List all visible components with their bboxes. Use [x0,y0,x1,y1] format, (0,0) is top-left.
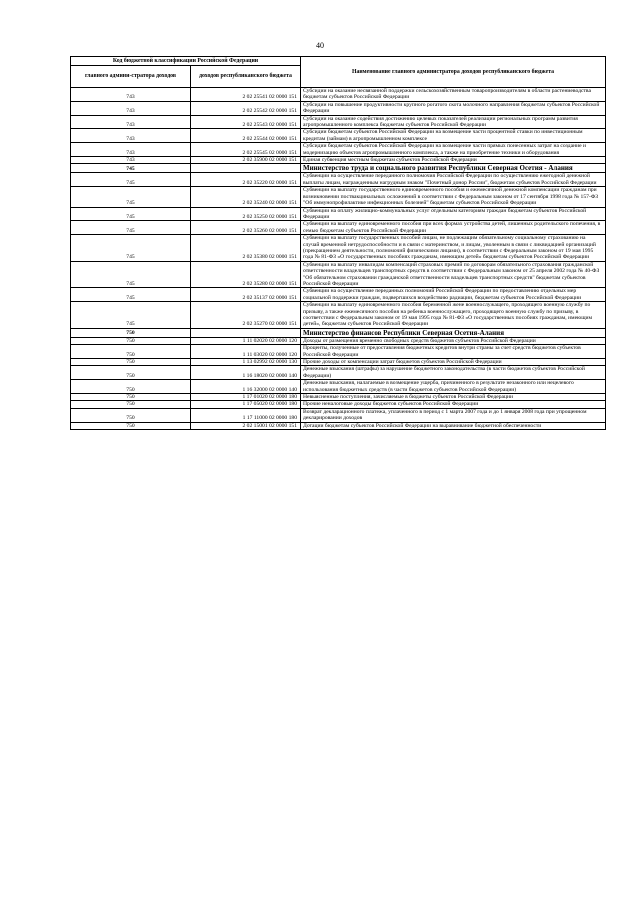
admin-cell: 750 [71,408,191,422]
name-cell: Субсидии бюджетам субъектов Российской Федерации на возмещение части прямых понесенных затрат на создание и модернизацию объектов агропромышленного комплекса, а также на приобретение техники и оборудования [301,143,606,157]
name-cell: Субвенции на оплату жилищно-коммунальных услуг отдельным категориям граждан бюджетам субъектов Российской Федерации [301,207,606,221]
name-cell: Субсидии бюджетам субъектов Российской Федерации на возмещение части процентной ставки по инвестиционным кредитам (займам) в агропромышленном комплексе [301,129,606,143]
table-row [71,101,606,115]
header-col-code: доходов республиканского бюджета [191,66,301,88]
admin-cell: 745 [71,207,191,221]
name-cell: Субсидии на повышение продуктивности крупного рогатого скота молочного направления бюджетам субъектов Российской Федерации [301,101,606,115]
admin-cell: 743 [71,143,191,157]
section-row [71,328,606,337]
name-cell: Субсидии на оказание содействия достижению целевых показателей реализации региональных программ развития агропромышленного комплекса бюджетам субъектов Российской Федерации [301,115,606,129]
code-cell: 1 11 03020 02 0000 120 [191,345,301,359]
name-cell: Субвенции на выплату единовременного пособия при всех формах устройства детей, лишенных родительского попечения, в семью бюджетам субъектов Российской Федерации [301,221,606,235]
code-cell: 2 02 35240 02 0000 151 [191,187,301,207]
code-cell: 2 02 35137 02 0000 151 [191,288,301,302]
header-group-title: Код бюджетной классификации Российской Федерации [71,57,301,66]
admin-cell: 750 [71,366,191,380]
admin-cell: 750 [71,422,191,429]
code-cell: 2 02 35250 02 0000 151 [191,207,301,221]
code-cell: 2 02 15001 02 0000 151 [191,422,301,429]
admin-cell: 745 [71,173,191,187]
admin-cell: 750 [71,394,191,401]
table-row [71,408,606,422]
table-row [71,187,606,207]
header-col-admin: главного админи-стратора доходов [71,66,191,88]
table-row [71,288,606,302]
name-cell: Доходы от размещения временно свободных средств бюджетов субъектов Российской Федерации [301,337,606,344]
table-row [71,422,606,429]
table-row [71,345,606,359]
name-cell: Субвенции на осуществление переданного полномочия Российской Федерации по осуществлению ежегодной денежной выплаты лицам, награжденным нагрудным знаком "Почетный донор России", бюджетам субъектов Российской Федерации [301,173,606,187]
admin-cell: 743 [71,115,191,129]
code-cell: 2 02 25543 02 0000 151 [191,115,301,129]
code-cell: 1 11 02020 02 0000 120 [191,337,301,344]
table-row [71,302,606,329]
table-row [71,129,606,143]
admin-cell: 745 [71,221,191,235]
code-cell: 1 17 01020 02 0000 180 [191,394,301,401]
table-row [71,221,606,235]
table-row [71,235,606,262]
code-cell: 2 02 35380 02 0000 151 [191,235,301,262]
page-number: 40 [316,41,324,50]
name-cell: Денежные взыскания, налагаемые в возмещение ущерба, причиненного в результате незаконного или нецелевого использования бюджетных средств (в части бюджетов субъектов Российской Федерации) [301,380,606,394]
name-cell: Дотации бюджетам субъектов Российской Федерации на выравнивание бюджетной обеспеченности [301,422,606,429]
admin-cell: 745 [71,261,191,288]
code-cell: 2 02 35900 02 0000 151 [191,157,301,164]
table-row [71,88,606,102]
name-cell: Субвенции на выплату единовременного пособия беременной жене военнослужащего, проходящего военную службу по призыву, а также ежемесячного пособия на ребенка военнослужащего, проходящего военную службу по призыву, в соответствии с Федеральным законом от 19 мая 1995 года № 81-ФЗ «О государственных пособиях гражданам, имеющим детей», бюджетам субъектов Российской Федерации [301,302,606,329]
admin-cell: 743 [71,157,191,164]
name-cell: Субсидии на оказание несвязанной поддержки сельскохозяйственным товаропроизводителям в области растениеводства бюджетам субъектов Российской Федерации [301,88,606,102]
admin-cell: 745 [71,302,191,329]
admin-cell: 743 [71,101,191,115]
budget-classification-table [70,56,606,430]
admin-cell: 745 [71,235,191,262]
code-cell: 1 17 05020 02 0000 180 [191,401,301,408]
code-cell: 2 02 25544 02 0000 151 [191,129,301,143]
name-cell: Субвенции на выплату государственных пособий лицам, не подлежащим обязательному социальному страхованию на случай временной нетрудоспособности и в связи с материнством, и лицам, уволенным в связи с ликвидацией организаций (прекращением деятельности, полномочий физическими лицами), в соответствии с Федеральным законом от 19 мая 1995 года № 81-ФЗ «О государственных пособиях гражданам, имеющим детей» бюджетам субъектов Российской Федерации [301,235,606,262]
code-cell [191,164,301,173]
name-cell: Возврат декларационного платежа, уплаченного в период с 1 марта 2007 года и до 1 января 2008 года при упрощенном декларировании доходов [301,408,606,422]
table-row [71,207,606,221]
code-cell: 2 02 35260 02 0000 151 [191,221,301,235]
name-cell: Министерство труда и социального развития Республики Северная Осетия - Алания [301,164,606,173]
code-cell: 1 16 18020 02 0000 140 [191,366,301,380]
code-cell: 2 02 35280 02 0000 151 [191,261,301,288]
name-cell: Денежные взыскания (штрафы) за нарушение бюджетного законодательства (в части бюджетов субъектов Российской Федерации) [301,366,606,380]
code-cell: 1 13 02992 02 0000 130 [191,359,301,366]
admin-cell: 745 [71,164,191,173]
code-cell: 2 02 35270 02 0000 151 [191,302,301,329]
table-row [71,173,606,187]
table-body [71,88,606,430]
name-cell: Прочие неналоговые доходы бюджетов субъектов Российской Федерации [301,401,606,408]
name-cell: Субвенции на выплату государственного единовременного пособия и ежемесячной денежной компенсации гражданам при возникновении поствакцинальных осложнений в соответствии с Федеральным законом от 17 сентября 1998 года № 157-ФЗ "Об иммунопрофилактике инфекционных болезней" бюджетам субъектов Российской Федерации [301,187,606,207]
table-row [71,115,606,129]
name-cell: Субвенции на осуществление переданных полномочий Российской Федерации по предоставлению отдельных мер социальной поддержки граждан, подвергшихся воздействию радиации, бюджетам субъектов Российской Федерации [301,288,606,302]
name-cell: Прочие доходы от компенсации затрат бюджетов субъектов Российской Федерации [301,359,606,366]
name-cell: Министерство финансов Республики Северная Осетия-Алания [301,328,606,337]
name-cell: Проценты, полученные от предоставления бюджетных кредитов внутри страны за счет средств бюджетов субъектов Российской Федерации [301,345,606,359]
header-col-name: Наименование главного администратора доходов республиканского бюджета [301,57,606,88]
code-cell: 2 02 25541 02 0000 151 [191,88,301,102]
table-row [71,337,606,344]
admin-cell: 750 [71,401,191,408]
code-cell: 2 02 35220 02 0000 151 [191,173,301,187]
table-row [71,380,606,394]
code-cell: 1 16 32000 02 0000 140 [191,380,301,394]
code-cell [191,328,301,337]
section-row [71,164,606,173]
admin-cell: 743 [71,129,191,143]
table-row [71,401,606,408]
code-cell: 2 02 25542 02 0000 151 [191,101,301,115]
name-cell: Субвенции на выплату инвалидам компенсаций страховых премий по договорам обязательного страхования гражданской ответственности владельцев транспортных средств в соответствии с Федеральным законом от 25 апреля 2002 года № 40-ФЗ "Об обязательном страховании гражданской ответственности владельцев транспортных средств" бюджетам субъектов Российской Федерации [301,261,606,288]
admin-cell: 750 [71,380,191,394]
admin-cell: 750 [71,328,191,337]
name-cell: Невыясненные поступления, зачисляемые в бюджеты субъектов Российской Федерации [301,394,606,401]
table-row [71,394,606,401]
table-row [71,143,606,157]
table-row [71,359,606,366]
admin-cell: 750 [71,345,191,359]
table-row [71,157,606,164]
admin-cell: 745 [71,187,191,207]
code-cell: 1 17 11000 02 0000 180 [191,408,301,422]
admin-cell: 745 [71,288,191,302]
name-cell: Единая субвенция местным бюджетам субъектов Российской Федерации [301,157,606,164]
admin-cell: 750 [71,359,191,366]
table-row [71,366,606,380]
admin-cell: 750 [71,337,191,344]
table-row [71,261,606,288]
code-cell: 2 02 25545 02 0000 151 [191,143,301,157]
admin-cell: 743 [71,88,191,102]
